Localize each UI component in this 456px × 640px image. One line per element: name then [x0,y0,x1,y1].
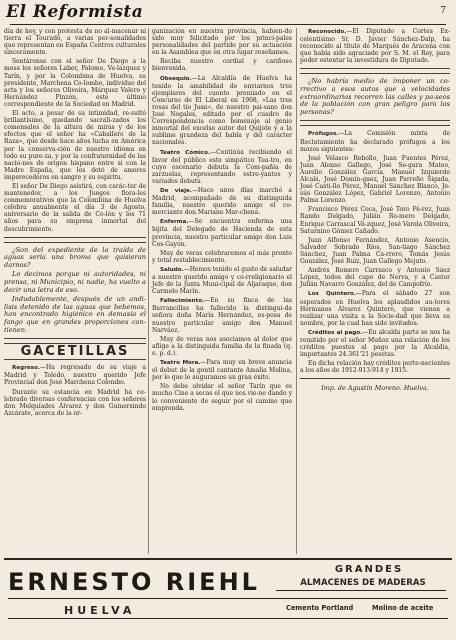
item-heading: Enferma. [160,219,189,226]
italic-paragraph: Indudablemente, después de un andi-lisis detenido de las aguas que bebemos, han encontrado higiénico en demasía el fango que en grandes proporciones con-tienen. [4,295,146,334]
italic-paragraph: ¿No habría medio de imponer un co-rrectivo a esos autos que a velocidades extraordinarias recorren las calles y pa-seos de la población con gran peligro para los personas? [300,77,450,116]
item-text: —En alcalda parte se nos ha remitido por el señor Muñoz una relación de los créditos puestos al pago por la Alcaldía, importantes 24.361'21 pesetas. [300,328,450,359]
paragraph: Andrés Romero Carrasco y Antonio Sáez López, todos del cupo de Nerva, y a Castor Julián Navarro González, del de Campofrío. [300,267,450,289]
item-text: —La Alcaldía de Huelva ha tenido la amabilidad de enviarnos tres ejemplares del cuento premiado en el Concurso de El Liberal en 1908, «Las tres rosas del tío Juan», de nuestro pai-sano don José Nogales, editado por el cuadro de Correspondencia como homenaje al genio inmortal del excelso autor del Quijote y a la sublime grandeza del habla y del carácter nacionales. [152,74,292,147]
item-heading: Reconocido. [308,29,347,35]
item-heading: Teatro Mora. [160,360,201,367]
paragraph: Muy de veras nos asociamos al dolor que aflige a la distinguida familia de la finada (q. e. p. d.). [152,335,292,357]
item-text: —La Comisión mixta de Reclutamiento ha declarado prófugos a los mozos siguientes: [300,130,450,153]
item-text: —Continúa recibiendo el favor del público este simpático Tea-tro, en cuyo escenario debuta la Com-pañía de zarzuelas, representando estre-yantes y variados debuts. [152,148,292,185]
item-heading: Créditos al pago. [308,329,363,336]
item-heading: Fallecimiento. [160,298,205,305]
ad-city: HUELVA [64,604,136,617]
item-heading: Saludo. [160,266,184,273]
ad-brand-name: ERNESTO RIEHL [8,568,260,596]
paragraph: día de hoy, y con protesta de no al-macenar ni tierra el Touradó, a varias per-sonalidades que representan en España Centros culturales sinceramente. [4,28,146,57]
ad-rule [8,598,448,599]
paragraph: El acto, a pesar de su intimidad, re-sultó brillantísimo, quedando sacrali-zados los comensales de la altura de miras y de los efectos que el señor ha «Caballero de la Raza», que desde hace años lucha en América por la conserva-ción de nuestro idioma en todo su pure-za, y por la confraternidad de las nacio-nes de origen hispano entre si con la Madre España, que los dotó de amores imperecederos en sangre y su espíritu. [4,110,146,181]
column-middle [152,28,292,414]
ad-rule [8,618,448,619]
item-text: —Para el sábado 27 son esperados en Huelva los aplaudidos au-tores Hermanos Álvarez Quintero, que vienen a realizar una visita a la Socie-dad que lleva su nombre, por la cual han sido invitados. [300,290,450,327]
column-right [300,28,450,395]
advertisement [4,558,452,638]
page-number: 7 [440,6,446,16]
column-divider [148,28,149,554]
paragraph: El señor De Diego asistirá, con carác-ter de mantenedor, a los Juegos flora-les conmemorativos que la Colombina de Huelva celebra anualmente el día 3 de Agosto, aniversario de la salida de Co-lón y los 71 años para su empresa inmortal del descubrimiento. [4,182,146,233]
paragraph: Reciba nuestro cordial y cariñoso bienvenida. [152,58,292,73]
item-text: —Ha regresado de su viaje a Madrid y Toledo, nuestro querido Jefe Provincial don José Marchena Colombo. [4,364,146,387]
item-text: —Para muy en breve anuncia el debut de la gentil cantante Amalia Molina, por lo que le auguramos un gran éxito. [152,359,292,382]
item-heading: De viaje. [160,187,192,194]
ad-grandes: GRANDES [334,564,404,575]
item-heading: Obsequio. [160,75,192,82]
ad-rule [276,590,446,591]
paragraph: Durante su estancia en Madrid ha ce-lebrado diversas conferencias con los señores don Melquíades Álvarez y don Gumersindo Azcárate, acerca de la or- [4,388,146,417]
divider [300,120,450,126]
divider [300,68,450,74]
divider [4,359,146,360]
paragraph: ganización en nuestra provincia, habien-do sido muy felicitado por los princi-pales personalidades del partido por su actuación en la Asamblea que en otra lugar reseñamos. [152,28,292,57]
item-text: —Hemos tenido el gusto de saludar a nuestro querido amigo y co-rreligionario el Jefe de la Junta Muni-cipal de Aljaraque, don Carmelo Marín. [152,265,292,296]
item-text: —Hace unos días marchó a Madrid, acompañado de su distinguida familia, nuestro querido amigo el co-merciante don Mariano Mar-chena. [152,186,293,217]
item-text: —En su finca de las Barrancillas ha fallecido la distingui-da señora doña María Hernández, es-posa de nuestro particular amigo don Manuel Narváez. [152,297,292,334]
paragraph: En dicha relación hay créditos perte-necientes a los años de 1912-913-914 y 1915. [300,360,450,375]
paragraph: José Velasco Rebollo, Juan Fuentes Pérez, Juan Alonso Gallego, José Se-gura Mateo, Aurelio González García, Manuel Izquierdo Alcalá, José Domín-guez, Juan Parreño Sigada, José Casti-llo Pérez, Manuel Sánchez Blanco, Je-sús González López, Gabriel Lorenzo, Antonio Palma Lorenzo. [300,154,450,205]
header-rule [10,24,446,25]
divider [300,378,450,379]
item-heading: Regreso. [12,365,40,372]
ad-molino: Molino de aceite [372,604,434,612]
item-heading: Los Quintero. [308,291,356,298]
italic-paragraph: Lo decimos porque ni autoridades, ni prensa, ni Municipio, ni nadie, ha vuelto a decir una letra de eso. [4,270,146,294]
section-heading-gacetillas: GACETILLAS [20,344,130,360]
divider [4,237,146,243]
page-header [6,2,450,24]
italic-paragraph: ¿Son del expediente de la traída de aguas sería una broma que quisieran darnos? [4,245,146,269]
column-divider [296,28,297,554]
paragraph: No debe olvidar el señor Tarín que es mucho Cine a secas el que nos vie-ne dando y lo conveniente de seguir por el camino que emprenda. [152,383,292,412]
item-heading: Prófugos. [308,131,339,138]
ad-almacenes: ALMACENES DE MADERAS [300,578,426,588]
paragraph: Sentáronse con el señor De Diego a la mesa los señores Laber, Palomo, Ve-lazquez y Tarín, y por la Colombina de Huelva, su presidente, Marchena Co-lombo, individuo del acta y los señores Oliveira, Márquez Valero y Hernández Pinzón, este último correspondiente de la Sociedad en Madrid. [4,58,146,108]
paragraph: Francisco Pérez Coca, José Toro Pé-rez, Juan Rando Delgado, Julián Ro-mero Delgado, Enrique Carrascal Vá-zquez, José Varela Oliveira, Saturnino Gómez Cañado. [300,206,451,235]
item-heading: Teatro Cómico. [160,149,211,156]
paragraph: Muy de veras celebraremos el más pronto y total restablecimiento. [152,249,292,264]
item-text: —El Diputado a Cortes Ex-celentísimo Sr. D. Javier Sánchez-Dalp, ha reconocido al título de Marqués de Aracena con que había sido agraciado por S. M. el Rey, para poder ostentar la investidura de Diputado. [300,28,450,65]
column-left [4,28,146,419]
printer-credit: Imp. de Agustín Moreno. Huelva. [321,384,429,393]
masthead-title: El Reformista [6,2,144,22]
item-text: —Se encuentra enferma una hijita del Delegado de Hacienda de esta provincia, nuestro particular amigo don Luis Cos-Gayón. [152,218,292,248]
paragraph: Juan Alfonso Fernández, Antonio Asencio, Salvador Sobrado Ríos, San-tiago Sánchez Sánchez, Juan Palma Ca-rrero, Tomás Jesús González, José Ruiz, Juan Gallego Mejuto. [300,236,450,266]
ad-cemento: Cemento Portland [286,604,354,612]
